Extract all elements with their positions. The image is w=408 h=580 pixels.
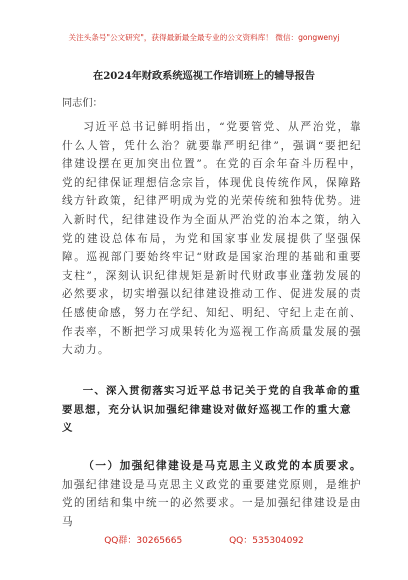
subsection-paragraph (62, 457, 362, 531)
body-section (62, 118, 362, 360)
header-promo-note: 关注头条号"公文研究"，获得最新最全最专业的公文资料库！ 微信：gongwenyj (68, 33, 340, 42)
salutation: 同志们： (62, 98, 103, 109)
footer-contact (0, 533, 408, 546)
footer-qq-group: QQ群：30265665 (104, 536, 183, 546)
section-heading: 一、深入贯彻落实习近平总书记关于党的自我革命的重要思想，充分认识加强纪律建设对做好巡视工作的重大意义 (62, 385, 361, 435)
document-title: 在2024年财政系统巡视工作培训班上的辅导报告 (93, 70, 315, 82)
footer-qq: QQ：535304092 (229, 536, 304, 546)
subsection-text: 加强纪律建设是马克思主义政党的重要建党原则，是维护党的团结和集中统一的必然要求。一是加强纪律建设是由马 (62, 478, 362, 528)
body-paragraph: 习近平总书记鲜明指出，“党要管党、从严治党，靠什么人管，凭什么治？就要靠严明纪律”，强调“要把纪律建设摆在更加突出位置”。在党的百余年奋斗历程中，党的纪律保证理想信念宗旨，体现优良传统作风，保障路线方针政策，纪律严明成为党的光荣传统和独特优势。进入新时代，纪律建设作为全面从严治党的治本之策，纳入党的建设总体布局，为党和国家事业发展提供了坚强保障。巡视部门要始终牢记“财政是国家治理的基础和重要支柱”，深刻认识纪律规矩是新时代财政事业蓬勃发展的必然要求，切实增强以纪律建设推动工作、促进发展的责任感使命感，努力在学纪、知纪、明纪、守纪上走在前、作表率，不断把学习成果转化为巡视工作高质量发展的强大动力。 (62, 121, 362, 357)
subsection-heading: （一）加强纪律建设是马克思主义政党的本质要求。 (83, 460, 362, 472)
